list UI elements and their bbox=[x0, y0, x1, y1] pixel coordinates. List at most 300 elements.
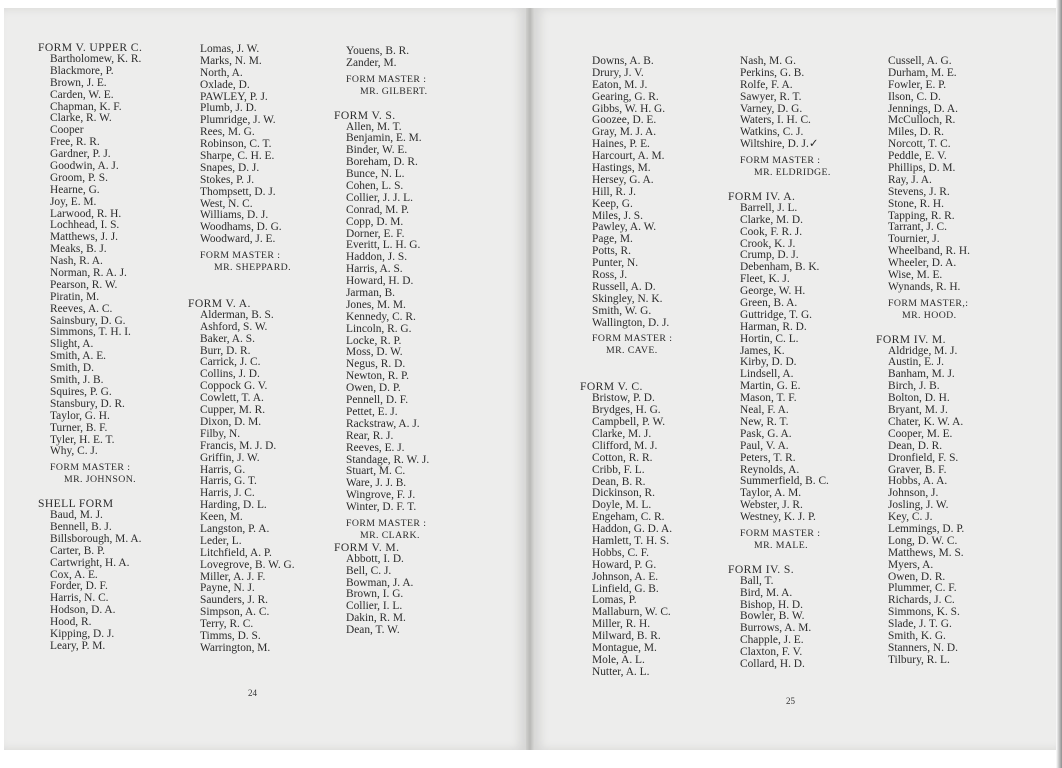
form-master-name: MR. HOOD. bbox=[902, 309, 957, 321]
pupil-name: Harris, A. S. bbox=[346, 263, 403, 276]
pupil-name: Fowler, E. P. bbox=[888, 78, 947, 91]
pupil-name: Hobbs, C. F. bbox=[592, 546, 650, 559]
pupil-name: Gibbs, W. H. G. bbox=[592, 102, 666, 115]
pupil-name: Clifford, M. J. bbox=[592, 439, 658, 452]
pupil-name: Bishop, H. D. bbox=[740, 598, 803, 611]
pupil-name: Goozee, D. E. bbox=[592, 114, 657, 127]
pupil-name: Aldridge, M. J. bbox=[888, 344, 958, 357]
pupil-name: Linfield, G. B. bbox=[592, 582, 659, 595]
pupil-name: Martin, G. E. bbox=[740, 380, 801, 393]
form-heading: FORM IV. M. bbox=[876, 332, 946, 346]
pupil-name: Clarke, M. D. bbox=[740, 213, 803, 226]
pupil-name: Harris, J. C. bbox=[200, 487, 255, 500]
pupil-name: Simmons, T. H. I. bbox=[50, 326, 131, 339]
pupil-name: Dean, B. R. bbox=[592, 475, 646, 488]
pupil-name: Zander, M. bbox=[346, 56, 397, 69]
pupil-name: Miles, J. S. bbox=[592, 209, 643, 222]
pupil-name: McCulloch, R. bbox=[888, 114, 956, 127]
pupil-name: Dorner, E. F. bbox=[346, 227, 405, 240]
pupil-name: Clarke, R. W. bbox=[50, 112, 112, 125]
pupil-name: Crook, K. J. bbox=[740, 237, 796, 250]
pupil-name: Oxlade, D. bbox=[200, 78, 250, 91]
pupil-name: Westney, K. J. P. bbox=[740, 511, 816, 524]
pupil-name: Dean, D. R. bbox=[888, 439, 943, 452]
pupil-name: Burrows, A. M. bbox=[740, 622, 812, 635]
pupil-name: Leary, P. M. bbox=[50, 639, 106, 652]
pupil-name: Ilson, C. D. bbox=[888, 90, 941, 103]
pupil-name: Simmons, K. S. bbox=[888, 606, 960, 619]
pupil-name: Blackmore, P. bbox=[50, 64, 114, 77]
pupil-name: Baud, M. J. bbox=[50, 509, 103, 522]
form-master-name: MR. GILBERT. bbox=[360, 85, 428, 97]
pupil-name: Owen, D. R. bbox=[888, 570, 946, 583]
pupil-name: Benjamin, E. M. bbox=[346, 132, 422, 145]
pupil-name: Jarman, B. bbox=[346, 287, 396, 300]
pupil-name: North, A. bbox=[200, 66, 243, 79]
pupil-name: Harcourt, A. M. bbox=[592, 150, 665, 163]
pupil-name: Owen, D. P. bbox=[346, 382, 401, 395]
pupil-name: Plumb, J. D. bbox=[200, 102, 257, 115]
pupil-name: Larwood, R. H. bbox=[50, 207, 122, 220]
form-heading: FORM V. S. bbox=[334, 108, 396, 122]
pupil-name: Taylor, G. H. bbox=[50, 409, 110, 422]
pupil-name: Stone, R. H. bbox=[888, 197, 945, 210]
pupil-name: Cowlett, T. A. bbox=[200, 392, 264, 405]
pupil-name: Birch, J. B. bbox=[888, 380, 940, 393]
pupil-name: Slade, J. T. G. bbox=[888, 618, 952, 631]
form-master-label: FORM MASTER,: bbox=[888, 297, 969, 309]
form-heading: FORM V. C. bbox=[580, 380, 643, 394]
pupil-name: Reeves, A. C. bbox=[50, 302, 113, 315]
pupil-name: Nash, M. G. bbox=[740, 55, 797, 67]
pupil-name: Rackstraw, A. J. bbox=[346, 417, 420, 430]
page-number-left: 24 bbox=[248, 688, 257, 698]
pupil-name: Harding, D. L. bbox=[200, 499, 267, 512]
pupil-name: Cartwright, H. A. bbox=[50, 556, 130, 569]
pupil-name: Plumridge, J. W. bbox=[200, 114, 276, 127]
pupil-name: Bowman, J. A. bbox=[346, 576, 414, 589]
pupil-name: Peddle, E. V. bbox=[888, 150, 947, 163]
pupil-name: Barrell, J. L. bbox=[740, 201, 798, 214]
pupil-name: Smith, W. G. bbox=[592, 304, 652, 317]
pupil-name: Hobbs, A. A. bbox=[888, 475, 948, 488]
form-master-name: MR. CLARK. bbox=[360, 529, 420, 541]
pupil-name: Ashford, S. W. bbox=[200, 320, 268, 333]
pupil-name: George, W. H. bbox=[740, 285, 806, 298]
form-master-label: FORM MASTER : bbox=[346, 517, 427, 529]
pupil-name: Austin, E. J. bbox=[888, 356, 945, 369]
pupil-name: Myers, A. bbox=[888, 558, 934, 571]
pupil-name: Pettet, E. J. bbox=[346, 405, 398, 418]
pupil-name: Wise, M. E. bbox=[888, 269, 943, 282]
pupil-name: Collins, J. D. bbox=[200, 368, 260, 381]
pupil-name: Newton, R. P. bbox=[346, 370, 409, 383]
pupil-name: Rear, R. J. bbox=[346, 429, 394, 442]
pupil-name: Forder, D. F. bbox=[50, 580, 108, 593]
pupil-name: Taylor, A. M. bbox=[740, 487, 802, 500]
form-master-label: FORM MASTER : bbox=[200, 250, 281, 262]
column-right-1 bbox=[580, 56, 672, 679]
pupil-name: New, R. T. bbox=[740, 415, 789, 428]
pupil-name: Debenham, B. K. bbox=[740, 261, 820, 274]
pupil-name: Conrad, M. P. bbox=[346, 203, 409, 216]
pupil-name: Peters, T. R. bbox=[740, 451, 796, 464]
pupil-name: Warrington, M. bbox=[200, 641, 271, 654]
pupil-name: Kirby, D. D. bbox=[740, 356, 797, 369]
pupil-name: Mason, T. F. bbox=[740, 392, 797, 405]
pupil-name: Baker, A. S. bbox=[200, 332, 255, 345]
pupil-name: Chapman, K. F. bbox=[50, 100, 122, 113]
form-heading: FORM IV. A. bbox=[728, 189, 796, 203]
pupil-name: Miller, A. J. F. bbox=[200, 570, 266, 583]
pupil-name: Alderman, B. S. bbox=[200, 308, 274, 321]
pupil-name: Webster, J. R. bbox=[740, 499, 803, 512]
form-master-label: FORM MASTER : bbox=[740, 527, 821, 539]
pupil-name: Brown, J. E. bbox=[50, 76, 107, 89]
pupil-name: Rolfe, F. A. bbox=[740, 78, 793, 91]
pupil-name: Carrick, J. C. bbox=[200, 356, 261, 369]
pupil-name: Free, R. R. bbox=[50, 136, 100, 149]
pupil-name: Meaks, B. J. bbox=[50, 243, 107, 256]
pupil-name: Chapple, J. E. bbox=[740, 634, 804, 647]
pupil-name: Harman, R. D. bbox=[740, 320, 807, 333]
pupil-name: Cooper, M. E. bbox=[888, 427, 953, 440]
pupil-name: Dakin, R. M. bbox=[346, 612, 406, 625]
pupil-name: Montague, M. bbox=[592, 641, 657, 654]
pupil-name: Dixon, D. M. bbox=[200, 415, 262, 428]
pupil-name: Williams, D. J. bbox=[200, 209, 269, 222]
pupil-name: Tapping, R. R. bbox=[888, 209, 955, 222]
form-master-label: FORM MASTER : bbox=[346, 73, 427, 85]
pupil-name: Graver, B. F. bbox=[888, 463, 947, 476]
pupil-name: Tournier, J. bbox=[888, 233, 940, 246]
pupil-name: Sharpe, C. H. E. bbox=[200, 150, 275, 163]
pupil-name: Claxton, F. V. bbox=[740, 646, 803, 659]
pupil-name: Cohen, L. S. bbox=[346, 180, 404, 193]
pupil-name: Miller, R. H. bbox=[592, 618, 651, 631]
pupil-name: Simpson, A. C. bbox=[200, 606, 270, 619]
pupil-name: Stevens, J. R. bbox=[888, 185, 950, 198]
pupil-name: Locke, R. P. bbox=[346, 334, 402, 347]
pupil-name: Downs, A. B. bbox=[592, 55, 654, 67]
pupil-name: Durham, M. E. bbox=[888, 66, 957, 79]
pupil-name: James, K. bbox=[740, 344, 785, 357]
pupil-name: Piratin, M. bbox=[50, 290, 100, 303]
pupil-name: Plummer, C. F. bbox=[888, 582, 957, 595]
column-left-1 bbox=[38, 42, 142, 653]
pupil-name: Wiltshire, D. J.✓ bbox=[740, 138, 819, 151]
pupil-name: Chater, K. W. A. bbox=[888, 415, 964, 428]
pupil-name: Harris, G. T. bbox=[200, 475, 257, 488]
pupil-name: Turner, B. F. bbox=[50, 421, 108, 434]
pupil-name: Abbott, I. D. bbox=[346, 552, 404, 565]
page-edge-shadow bbox=[1056, 0, 1062, 768]
pupil-name: Bell, C. J. bbox=[346, 564, 392, 577]
pupil-name: Bird, M. A. bbox=[740, 586, 793, 599]
pupil-name: Payne, N. J. bbox=[200, 582, 255, 595]
pupil-name: Reynolds, A. bbox=[740, 463, 800, 476]
pupil-name: Sainsbury, D. G. bbox=[50, 314, 126, 327]
pupil-name: Milward, B. R. bbox=[592, 630, 661, 643]
pupil-name: Pawley, A. W. bbox=[592, 221, 657, 234]
form-master-name: MR. JOHNSON. bbox=[64, 474, 137, 486]
pupil-name: Hamlett, T. H. S. bbox=[592, 534, 670, 547]
form-heading: FORM IV. S. bbox=[728, 562, 795, 576]
pupil-name: Miles, D. R. bbox=[888, 126, 945, 139]
pupil-name: Cooper bbox=[50, 124, 84, 137]
pupil-name: Haddon, G. D. A. bbox=[592, 523, 673, 536]
pupil-name: Bristow, P. D. bbox=[592, 392, 655, 405]
pupil-name: Squires, P. G. bbox=[50, 385, 112, 398]
pupil-name: Stansbury, D. R. bbox=[50, 397, 125, 410]
pupil-name: Stanners, N. D. bbox=[888, 641, 958, 654]
pupil-name: Collier, I. L. bbox=[346, 600, 403, 613]
pupil-name: Phillips, D. M. bbox=[888, 162, 956, 175]
pupil-name: Pearson, R. W. bbox=[50, 278, 118, 291]
book-gutter bbox=[526, 8, 534, 750]
pupil-name: Binder, W. E. bbox=[346, 144, 408, 157]
pupil-name: Allen, M. T. bbox=[346, 120, 402, 133]
pupil-name: Fleet, K. J. bbox=[740, 273, 790, 286]
pupil-name: Wheelband, R. H. bbox=[888, 245, 970, 258]
pupil-name: Clarke, M. J. bbox=[592, 427, 652, 440]
column-right-3 bbox=[876, 56, 970, 667]
pupil-name: Everitt, L. H. G. bbox=[346, 239, 421, 252]
pupil-name: Wallington, D. J. bbox=[592, 316, 670, 329]
pupil-name: Tilbury, R. L. bbox=[888, 653, 950, 666]
pupil-name: Wynands, R. H. bbox=[888, 280, 961, 293]
pupil-name: Hood, R. bbox=[50, 616, 92, 629]
pupil-name: Matthews, J. J. bbox=[50, 231, 119, 244]
pupil-name: Dean, T. W. bbox=[346, 624, 400, 637]
pupil-name: Boreham, D. R. bbox=[346, 156, 418, 169]
pupil-name: Timms, D. S. bbox=[200, 629, 261, 642]
pupil-name: Wingrove, F. J. bbox=[346, 489, 416, 502]
pupil-name: Copp, D. M. bbox=[346, 215, 404, 228]
pupil-name: PAWLEY, P. J. bbox=[200, 90, 268, 103]
pupil-name: Green, B. A. bbox=[740, 297, 798, 310]
pupil-name: Lindsell, A. bbox=[740, 368, 794, 381]
pupil-name: Kennedy, C. R. bbox=[346, 310, 416, 323]
pupil-name: Hill, R. J. bbox=[592, 185, 636, 198]
pupil-name: Lomas, J. W. bbox=[200, 43, 260, 55]
pupil-name: Harris, G. bbox=[200, 463, 246, 476]
pupil-name: Gearing, G. R. bbox=[592, 90, 659, 103]
pupil-name: Matthews, M. S. bbox=[888, 546, 964, 559]
pupil-name: Jones, M. M. bbox=[346, 298, 406, 311]
pupil-name: Joy, E. M. bbox=[50, 195, 97, 208]
pupil-name: Goodwin, A. J. bbox=[50, 160, 119, 173]
form-master-name: MR. CAVE. bbox=[606, 345, 658, 357]
pupil-name: Crump, D. J. bbox=[740, 249, 799, 262]
pupil-name: Johnson, J. bbox=[888, 487, 939, 500]
pupil-name: Pask, G. A. bbox=[740, 427, 792, 440]
form-master-label: FORM MASTER : bbox=[740, 155, 821, 167]
pupil-name: Ross, J. bbox=[592, 269, 628, 282]
pupil-name: Ray, J. A. bbox=[888, 173, 932, 186]
pupil-name: Perkins, G. B. bbox=[740, 66, 805, 79]
pupil-name: Negus, R. D. bbox=[346, 358, 406, 371]
pupil-name: Burr, D. R. bbox=[200, 344, 251, 357]
pupil-name: Billsborough, M. A. bbox=[50, 532, 142, 545]
pupil-name: Reeves, E. J. bbox=[346, 441, 405, 454]
form-heading: FORM V. M. bbox=[334, 540, 400, 554]
form-heading: FORM V. UPPER C. bbox=[38, 41, 143, 54]
pupil-name: Kipping, D. J. bbox=[50, 627, 115, 640]
pupil-name: Cook, F. R. J. bbox=[740, 225, 803, 238]
pupil-name: Howard, P. G. bbox=[592, 558, 657, 571]
pupil-name: Guttridge, T. G. bbox=[740, 308, 813, 321]
pupil-name: Lovegrove, B. W. G. bbox=[200, 558, 295, 571]
pupil-name: Dronfield, F. S. bbox=[888, 451, 959, 464]
pupil-name: Smith, A. E. bbox=[50, 350, 107, 363]
pupil-name: Langston, P. A. bbox=[200, 522, 270, 535]
pupil-name: Gray, M. J. A. bbox=[592, 126, 657, 139]
pupil-name: Filby, N. bbox=[200, 427, 241, 440]
pupil-name: Cox, A. E. bbox=[50, 568, 98, 581]
pupil-name: Youens, B. R. bbox=[346, 45, 410, 57]
pupil-name: Lemmings, D. P. bbox=[888, 522, 965, 535]
pupil-name: Why, C. J. bbox=[50, 445, 98, 458]
pupil-name: Woodward, J. E. bbox=[200, 233, 276, 246]
pupil-name: Smith, K. G. bbox=[888, 629, 946, 642]
form-master-name: MR. MALE. bbox=[754, 539, 808, 551]
pupil-name: Snapes, D. J. bbox=[200, 161, 260, 174]
form-heading: SHELL FORM bbox=[38, 497, 114, 511]
pupil-name: Norcott, T. C. bbox=[888, 138, 951, 151]
pupil-name: Hodson, D. A. bbox=[50, 604, 116, 617]
pupil-name: Long, D. W. C. bbox=[888, 534, 958, 547]
pupil-name: Brydges, H. G. bbox=[592, 404, 661, 417]
pupil-name: Terry, R. C. bbox=[200, 618, 254, 631]
pupil-name: Slight, A. bbox=[50, 338, 94, 351]
pupil-name: Engeham, C. R. bbox=[592, 511, 665, 524]
pupil-name: Richards, J. C. bbox=[888, 594, 955, 607]
pupil-name: Howard, H. D. bbox=[346, 275, 414, 288]
pupil-name: Key, C. J. bbox=[888, 511, 933, 524]
pupil-name: Carter, B. P. bbox=[50, 544, 105, 557]
pupil-name: Page, M. bbox=[592, 233, 633, 246]
pupil-name: Punter, N. bbox=[592, 257, 639, 270]
pupil-name: Watkins, C. J. bbox=[740, 126, 804, 139]
pupil-name: Eaton, M. J. bbox=[592, 78, 648, 91]
pupil-name: Keen, M. bbox=[200, 511, 243, 524]
pupil-name: Josling, J. W. bbox=[888, 499, 949, 512]
pupil-name: Russell, A. D. bbox=[592, 280, 656, 293]
pupil-name: Neal, F. A. bbox=[740, 404, 789, 417]
page-number-right: 25 bbox=[786, 696, 795, 706]
pupil-name: Paul, V. A. bbox=[740, 439, 789, 452]
pupil-name: Cupper, M. R. bbox=[200, 404, 266, 417]
pupil-name: Johnson, A. E. bbox=[592, 570, 659, 583]
pupil-name: Cussell, A. G. bbox=[888, 55, 952, 67]
pupil-name: Stuart, M. C. bbox=[346, 465, 406, 478]
pupil-name: Potts, R. bbox=[592, 245, 631, 258]
pupil-name: Cotton, R. R. bbox=[592, 451, 653, 464]
pupil-name: Varney, D. G. bbox=[740, 102, 803, 115]
pupil-name: Harris, N. C. bbox=[50, 592, 109, 605]
pupil-name: Winter, D. F. T. bbox=[346, 501, 417, 514]
pupil-name: Smith, J. B. bbox=[50, 374, 104, 387]
pupil-name: Lincoln, R. G. bbox=[346, 322, 412, 335]
pupil-name: Tyler, H. E. T. bbox=[50, 433, 115, 446]
pupil-name: Lomas, P. bbox=[592, 594, 637, 607]
pupil-name: Banham, M. J. bbox=[888, 368, 955, 381]
pupil-name: West, N. C. bbox=[200, 197, 253, 210]
pupil-name: Collard, H. D. bbox=[740, 657, 805, 670]
pupil-name: Smith, D. bbox=[50, 362, 94, 375]
pupil-name: Bennell, B. J. bbox=[50, 520, 112, 533]
pupil-name: Mole, A. L. bbox=[592, 653, 645, 666]
pupil-name: Mallaburn, W. C. bbox=[592, 606, 671, 619]
pupil-name: Wheeler, D. A. bbox=[888, 257, 957, 270]
pupil-name: Summerfield, B. C. bbox=[740, 475, 829, 488]
pupil-name: Nutter, A. L. bbox=[592, 665, 650, 678]
pupil-name: Moss, D. W. bbox=[346, 346, 403, 359]
form-master-name: MR. SHEPPARD. bbox=[214, 262, 291, 274]
pupil-name: Ware, J. J. B. bbox=[346, 477, 407, 490]
pupil-name: Marks, N. M. bbox=[200, 54, 262, 67]
pupil-name: Saunders, J. R. bbox=[200, 594, 269, 607]
form-master-label: FORM MASTER : bbox=[592, 333, 673, 345]
pupil-name: Doyle, M. L. bbox=[592, 499, 652, 512]
pupil-name: Robinson, C. T. bbox=[200, 138, 272, 151]
pupil-name: Lochhead, I. S. bbox=[50, 219, 120, 232]
pupil-name: Keep, G. bbox=[592, 197, 633, 210]
pupil-name: Sawyer, R. T. bbox=[740, 90, 802, 103]
pupil-name: Bryant, M. J. bbox=[888, 404, 948, 417]
pupil-name: Campbell, P. W. bbox=[592, 416, 666, 429]
pupil-name: Haines, P. E. bbox=[592, 138, 650, 151]
pupil-name: Norman, R. A. J. bbox=[50, 267, 127, 280]
pupil-name: Bolton, D. H. bbox=[888, 392, 950, 405]
pupil-name: Drury, J. V. bbox=[592, 66, 644, 79]
pupil-name: Dickinson, R. bbox=[592, 487, 655, 500]
pupil-name: Litchfield, A. P. bbox=[200, 546, 272, 559]
form-master-label: FORM MASTER : bbox=[50, 462, 131, 474]
pupil-name: Rees, M. G. bbox=[200, 126, 255, 139]
pupil-name: Stokes, P. J. bbox=[200, 173, 255, 186]
pupil-name: Hastings, M. bbox=[592, 162, 651, 175]
pupil-name: Bartholomew, K. R. bbox=[50, 53, 142, 65]
pupil-name: Groom, P. S. bbox=[50, 171, 108, 184]
pupil-name: Bunce, N. L. bbox=[346, 168, 405, 181]
pupil-name: Haddon, J. S. bbox=[346, 251, 408, 264]
form-heading: FORM V. A. bbox=[188, 296, 251, 310]
pupil-name: Bowler, B. W. bbox=[740, 610, 805, 623]
column-left-2 bbox=[188, 44, 295, 655]
pupil-name: Jennings, D. A. bbox=[888, 102, 958, 115]
pupil-name: Griffin, J. W. bbox=[200, 451, 260, 464]
column-right-2 bbox=[728, 56, 831, 671]
pupil-name: Pennell, D. F. bbox=[346, 394, 409, 407]
pupil-name: Carden, W. E. bbox=[50, 88, 114, 101]
pupil-name: Leder, L. bbox=[200, 534, 242, 547]
pupil-name: Coppock G. V. bbox=[200, 380, 268, 393]
column-left-3 bbox=[334, 46, 429, 637]
pupil-name: Hearne, G. bbox=[50, 183, 100, 196]
pupil-name: Waters, I. H. C. bbox=[740, 114, 811, 127]
pupil-name: Woodhams, D. G. bbox=[200, 221, 282, 234]
pupil-name: Ball, T. bbox=[740, 574, 774, 587]
pupil-name: Standage, R. W. J. bbox=[346, 453, 430, 466]
pupil-name: Tarrant, J. C. bbox=[888, 221, 947, 234]
pupil-name: Hortin, C. L. bbox=[740, 332, 799, 345]
pupil-name: Nash, R. A. bbox=[50, 255, 103, 268]
pupil-name: Brown, I. G. bbox=[346, 588, 404, 601]
pupil-name: Thompsett, D. J. bbox=[200, 185, 276, 198]
pupil-name: Collier, J. J. L. bbox=[346, 191, 413, 204]
